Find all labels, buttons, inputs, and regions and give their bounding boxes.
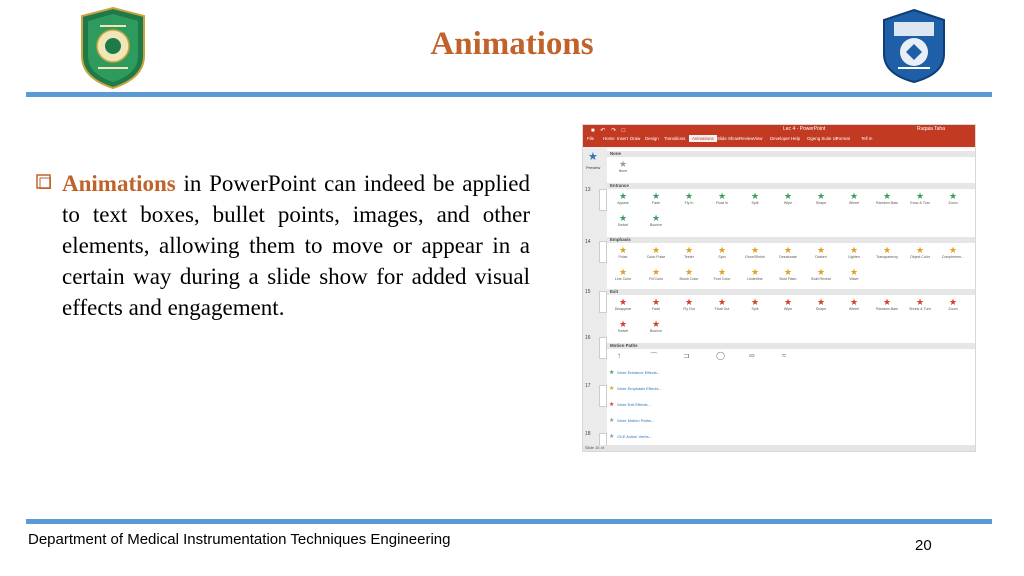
animation-effect[interactable] bbox=[871, 297, 903, 311]
checkbox-bullet-icon bbox=[36, 174, 51, 189]
motion-path-icon[interactable]: ⌒ bbox=[650, 352, 658, 361]
effect-star-icon: ★ bbox=[783, 245, 793, 255]
ribbon-tab[interactable]: Animations bbox=[689, 135, 717, 142]
more-star-icon: ★ bbox=[609, 386, 615, 392]
animation-effect[interactable] bbox=[607, 319, 639, 333]
ribbon-tab[interactable]: File bbox=[587, 136, 595, 141]
motion-path-icon[interactable]: ◯ bbox=[716, 351, 725, 360]
effect-label: Desaturate bbox=[779, 255, 797, 259]
gallery-section-header: Motion Paths bbox=[607, 343, 976, 349]
ribbon-tab[interactable]: Tell m bbox=[861, 136, 873, 141]
ribbon-tab[interactable]: Home bbox=[603, 136, 615, 141]
animation-effect[interactable] bbox=[904, 297, 936, 311]
effect-star-icon: ★ bbox=[651, 213, 661, 223]
bottom-divider bbox=[26, 519, 992, 524]
ribbon-tab[interactable]: Design bbox=[645, 136, 659, 141]
effect-label: Object Color bbox=[910, 255, 930, 259]
slide-number: 13 bbox=[585, 187, 591, 193]
effect-label: None bbox=[618, 169, 628, 173]
effect-star-icon: ★ bbox=[849, 191, 859, 201]
effect-label: Shape bbox=[815, 307, 827, 311]
more-effects-link[interactable] bbox=[609, 401, 651, 408]
status-bar: Slide 15 of bbox=[583, 445, 976, 451]
animation-effect[interactable] bbox=[838, 297, 870, 311]
animation-effect[interactable] bbox=[673, 267, 705, 281]
animation-effect[interactable] bbox=[673, 245, 705, 259]
effect-star-icon: ★ bbox=[750, 191, 760, 201]
animation-effect[interactable] bbox=[640, 245, 672, 259]
animation-effect[interactable] bbox=[904, 245, 936, 259]
effect-label: Bold Reveal bbox=[811, 277, 831, 281]
footer-department: Department of Medical Instrumentation Techniques Engineering bbox=[28, 531, 451, 548]
motion-path-icon[interactable]: ↑ bbox=[617, 351, 621, 360]
animation-effect[interactable] bbox=[937, 297, 969, 311]
bullet-keyword: Animations bbox=[62, 171, 176, 196]
more-effects-link[interactable] bbox=[609, 417, 654, 424]
more-star-icon: ★ bbox=[609, 370, 615, 376]
motion-path-icon[interactable]: ⊐ bbox=[683, 351, 690, 360]
animation-effect[interactable] bbox=[805, 191, 837, 205]
effect-star-icon: ★ bbox=[816, 267, 826, 277]
effect-star-icon: ★ bbox=[849, 297, 859, 307]
effect-star-icon: ★ bbox=[618, 191, 628, 201]
animation-effect[interactable] bbox=[640, 319, 672, 333]
animation-effect[interactable] bbox=[772, 191, 804, 205]
slide-thumbnail[interactable] bbox=[599, 189, 607, 211]
effect-star-icon: ★ bbox=[849, 245, 859, 255]
effect-star-icon: ★ bbox=[618, 297, 628, 307]
preview-star-icon[interactable]: ★ bbox=[588, 151, 598, 163]
effect-label: Appear bbox=[617, 201, 629, 205]
powerpoint-animations-screenshot bbox=[582, 124, 976, 452]
animation-effect[interactable] bbox=[673, 297, 705, 311]
animation-effect[interactable] bbox=[904, 191, 936, 205]
animation-effect[interactable] bbox=[640, 267, 672, 281]
more-star-icon: ★ bbox=[609, 418, 615, 424]
effect-star-icon: ★ bbox=[717, 245, 727, 255]
effect-star-icon: ★ bbox=[882, 245, 892, 255]
effect-star-icon: ★ bbox=[717, 267, 727, 277]
animation-effect[interactable] bbox=[937, 191, 969, 205]
effect-star-icon: ★ bbox=[651, 267, 661, 277]
slide-number: 18 bbox=[585, 431, 591, 437]
ribbon-tab[interactable]: Draw bbox=[630, 136, 641, 141]
ribbon-tab[interactable]: Format bbox=[836, 136, 850, 141]
effect-label: Fly In bbox=[684, 201, 694, 205]
effect-star-icon: ★ bbox=[750, 267, 760, 277]
animation-effect[interactable] bbox=[937, 245, 969, 259]
ribbon-tabs bbox=[583, 136, 975, 147]
motion-path-icon[interactable]: ∞ bbox=[749, 351, 755, 360]
page-number: 20 bbox=[915, 537, 932, 554]
effect-star-icon: ★ bbox=[915, 245, 925, 255]
more-star-icon: ★ bbox=[609, 434, 615, 440]
effect-star-icon: ★ bbox=[717, 191, 727, 201]
animation-effect[interactable] bbox=[640, 213, 672, 227]
ribbon-tab[interactable]: Ogeng Suite 10 bbox=[807, 136, 838, 141]
effect-label: Fill Color bbox=[648, 277, 664, 281]
gallery-section-header: None bbox=[607, 151, 976, 157]
effect-star-icon: ★ bbox=[618, 319, 628, 329]
animation-effect[interactable] bbox=[706, 267, 738, 281]
effect-label: Random Bars bbox=[876, 201, 898, 205]
animation-effect[interactable] bbox=[772, 267, 804, 281]
animation-effect[interactable] bbox=[805, 297, 837, 311]
animation-effect[interactable] bbox=[739, 245, 771, 259]
ribbon-tab[interactable]: Help bbox=[791, 136, 801, 141]
ribbon-tab[interactable]: Developer bbox=[770, 136, 791, 141]
effect-star-icon: ★ bbox=[651, 191, 661, 201]
effect-label: Font Color bbox=[713, 277, 731, 281]
more-link-label: More Motion Paths... bbox=[617, 418, 655, 423]
animation-effect[interactable] bbox=[838, 191, 870, 205]
effect-label: Shrink & Turn bbox=[909, 307, 931, 311]
effect-star-icon: ★ bbox=[948, 191, 958, 201]
animation-effect[interactable] bbox=[838, 245, 870, 259]
animation-effect[interactable] bbox=[706, 191, 738, 205]
effect-label: Split bbox=[751, 201, 759, 205]
effect-label: Transparency bbox=[876, 255, 898, 259]
gallery-section-header: Entrance bbox=[607, 183, 976, 189]
more-link-label: OLE Action Verbs... bbox=[617, 434, 653, 439]
preview-label: Preview bbox=[586, 165, 601, 170]
effect-star-icon: ★ bbox=[717, 297, 727, 307]
effect-label: Random Bars bbox=[876, 307, 898, 311]
effect-star-icon: ★ bbox=[849, 267, 859, 277]
effect-label: Float Out bbox=[714, 307, 730, 311]
effect-label: Bounce bbox=[649, 329, 663, 333]
more-link-label: More Emphasis Effects... bbox=[617, 386, 662, 391]
effect-star-icon: ★ bbox=[882, 297, 892, 307]
animation-effect[interactable] bbox=[739, 191, 771, 205]
ribbon-tab[interactable]: Slide Show bbox=[717, 136, 739, 141]
top-divider bbox=[26, 92, 992, 97]
slide-thumbnails bbox=[599, 187, 607, 452]
effect-label: Wave bbox=[849, 277, 859, 281]
animation-effect[interactable] bbox=[772, 245, 804, 259]
more-effects-link[interactable] bbox=[609, 385, 662, 392]
effect-label: Color Pulse bbox=[646, 255, 666, 259]
animation-effect[interactable] bbox=[772, 297, 804, 311]
effect-star-icon: ★ bbox=[915, 191, 925, 201]
slide-thumbnail[interactable] bbox=[599, 337, 607, 359]
effect-star-icon: ★ bbox=[618, 245, 628, 255]
animation-effect[interactable] bbox=[607, 159, 639, 173]
animation-effect[interactable] bbox=[607, 213, 639, 227]
effect-label: Zoom bbox=[948, 307, 958, 311]
effect-label: Swivel bbox=[617, 329, 629, 333]
effect-star-icon: ★ bbox=[684, 191, 694, 201]
more-link-label: More Entrance Effects... bbox=[617, 370, 661, 375]
effect-label: Wheel bbox=[848, 201, 860, 205]
effect-label: Pulse bbox=[618, 255, 628, 259]
ribbon-tab[interactable]: Transitions bbox=[664, 136, 686, 141]
effect-label: Zoom bbox=[948, 201, 958, 205]
effect-star-icon: ★ bbox=[948, 297, 958, 307]
effect-star-icon: ★ bbox=[816, 245, 826, 255]
effect-label: Darken bbox=[815, 255, 827, 259]
effect-label: Grow & Turn bbox=[909, 201, 931, 205]
more-effects-link[interactable] bbox=[609, 369, 660, 376]
effect-label: Underline bbox=[747, 277, 763, 281]
effect-label: Brush Color bbox=[679, 277, 699, 281]
effect-star-icon: ★ bbox=[651, 297, 661, 307]
ribbon-tab[interactable]: Insert bbox=[617, 136, 628, 141]
effect-star-icon: ★ bbox=[915, 297, 925, 307]
quick-access-icons: ■ ↶ ↷ □ bbox=[591, 128, 628, 134]
effect-star-icon: ★ bbox=[684, 245, 694, 255]
animation-effect[interactable] bbox=[739, 297, 771, 311]
animation-effect[interactable] bbox=[871, 245, 903, 259]
effect-label: Wipe bbox=[783, 307, 793, 311]
effect-star-icon: ★ bbox=[816, 191, 826, 201]
animation-effect[interactable] bbox=[607, 191, 639, 205]
effect-label: Split bbox=[751, 307, 759, 311]
effect-star-icon: ★ bbox=[618, 213, 628, 223]
animation-effect[interactable] bbox=[805, 267, 837, 281]
animation-effect[interactable] bbox=[607, 297, 639, 311]
animation-gallery bbox=[607, 149, 975, 452]
more-star-icon: ★ bbox=[609, 402, 615, 408]
animation-preview-pane bbox=[583, 147, 607, 452]
effect-label: Disappear bbox=[614, 307, 632, 311]
more-link-label: More Exit Effects... bbox=[617, 402, 651, 407]
effect-star-icon: ★ bbox=[783, 191, 793, 201]
effect-star-icon: ★ bbox=[651, 245, 661, 255]
animation-effect[interactable] bbox=[640, 191, 672, 205]
slide-title: Animations bbox=[430, 26, 594, 62]
motion-path-icon[interactable]: ≈ bbox=[782, 351, 787, 360]
effect-star-icon: ★ bbox=[783, 267, 793, 277]
effect-label: Fly Out bbox=[683, 307, 695, 311]
effect-star-icon: ★ bbox=[651, 319, 661, 329]
effect-label: Teeter bbox=[684, 255, 694, 259]
effect-star-icon: ★ bbox=[684, 297, 694, 307]
effect-label: Fade bbox=[651, 201, 661, 205]
effect-label: Wheel bbox=[848, 307, 860, 311]
animation-effect[interactable] bbox=[871, 191, 903, 205]
effect-star-icon: ★ bbox=[618, 267, 628, 277]
document-title: Lec 4 - PowerPoint bbox=[783, 126, 826, 132]
effect-label: Bounce bbox=[649, 223, 663, 227]
slide-thumbnail[interactable] bbox=[599, 241, 607, 263]
effect-star-icon: ★ bbox=[750, 297, 760, 307]
ribbon-tab[interactable]: Review bbox=[739, 136, 754, 141]
effect-label: Fade bbox=[651, 307, 661, 311]
effect-label: Swivel bbox=[617, 223, 629, 227]
slide-thumbnail[interactable] bbox=[599, 291, 607, 313]
bullet-text: in PowerPoint can indeed be applied to text boxes, bullet points, images, and other elements, allowing them to move or appear in a certain way during a slide show for added visual effects and engagement. bbox=[62, 171, 530, 320]
slide-thumbnail[interactable] bbox=[599, 385, 607, 407]
gallery-section-header: Emphasis bbox=[607, 237, 976, 243]
animation-effect[interactable] bbox=[706, 245, 738, 259]
ribbon-tab[interactable]: View bbox=[753, 136, 763, 141]
effect-star-icon: ★ bbox=[816, 297, 826, 307]
animation-effect[interactable] bbox=[607, 267, 639, 281]
animation-effect[interactable] bbox=[805, 245, 837, 259]
effect-label: Line Color bbox=[614, 277, 632, 281]
effect-label: Bold Flash bbox=[779, 277, 797, 281]
effect-label: Shape bbox=[815, 201, 827, 205]
signin-name: Ruqaia Taha bbox=[917, 126, 945, 132]
bullet-paragraph bbox=[36, 168, 530, 323]
animation-effect[interactable] bbox=[640, 297, 672, 311]
effect-label: Spin bbox=[718, 255, 726, 259]
animation-effect[interactable] bbox=[838, 267, 870, 281]
effect-label: Wipe bbox=[783, 201, 793, 205]
slide-number: 16 bbox=[585, 335, 591, 341]
effect-star-icon: ★ bbox=[948, 245, 958, 255]
effect-star-icon: ★ bbox=[750, 245, 760, 255]
effect-star-icon: ★ bbox=[882, 191, 892, 201]
animation-effect[interactable] bbox=[739, 267, 771, 281]
effect-star-icon: ★ bbox=[684, 267, 694, 277]
effect-label: Grow/Shrink bbox=[745, 255, 765, 259]
effect-star-icon: ★ bbox=[618, 159, 628, 169]
more-effects-link[interactable] bbox=[609, 433, 652, 440]
effect-label: Float In bbox=[716, 201, 728, 205]
gallery-section-header: Exit bbox=[607, 289, 976, 295]
effect-label: Lighten bbox=[848, 255, 860, 259]
animation-effect[interactable] bbox=[706, 297, 738, 311]
effect-label: Complemen... bbox=[941, 255, 965, 259]
slide-number: 14 bbox=[585, 239, 591, 245]
animation-effect[interactable] bbox=[673, 191, 705, 205]
effect-star-icon: ★ bbox=[783, 297, 793, 307]
slide-number: 17 bbox=[585, 383, 591, 389]
animation-effect[interactable] bbox=[607, 245, 639, 259]
slide-number: 15 bbox=[585, 289, 591, 295]
ribbon-bar bbox=[583, 125, 975, 147]
